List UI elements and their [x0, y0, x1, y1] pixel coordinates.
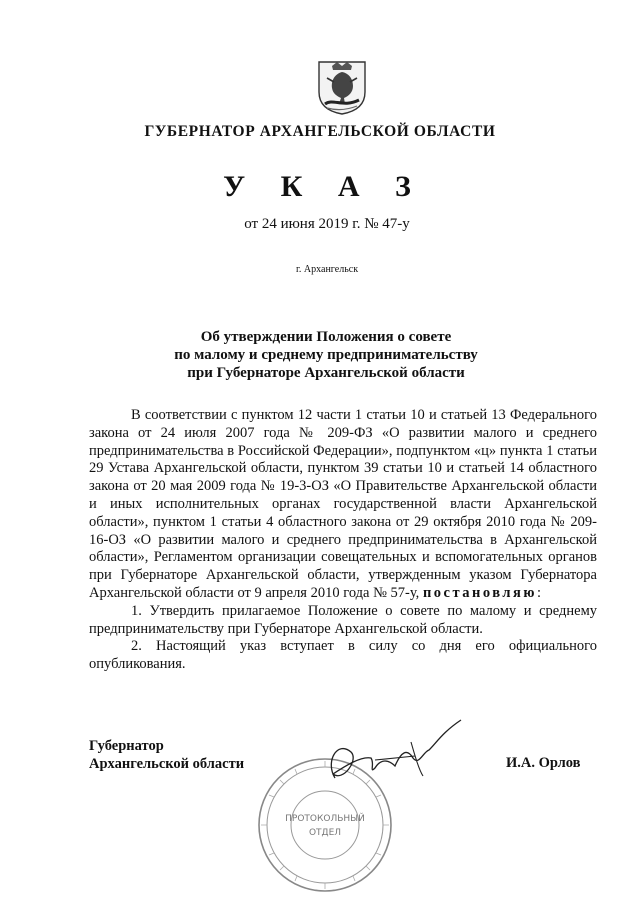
signatory-name: И.А. Орлов	[506, 755, 581, 771]
document-type: У К А З	[223, 170, 425, 203]
decree-item-1: 1. Утвердить прилагаемое Положение о совете по малому и среднему предпринимательству при Губернаторе Архангельской области.	[89, 602, 597, 637]
document-body	[89, 407, 597, 674]
document-city: г. Архангельск	[295, 264, 359, 275]
title-line-2: по малому и среднему предпринимательству	[174, 347, 478, 363]
title-line-1: Об утверждении Положения о совете	[200, 329, 452, 345]
signatory-position	[89, 737, 244, 773]
signatory-role-line-1: Губернатор	[89, 738, 164, 754]
stamp-text-line-2: ОТДЕЛ	[308, 828, 342, 838]
title-line-3: при Губернаторе Архангельской области	[187, 365, 465, 381]
preamble-paragraph	[89, 407, 597, 603]
handwritten-signature	[315, 712, 475, 792]
preamble-text: В соответствии с пунктом 12 части 1 статьи 10 и статьей 13 Федерального закона от 24 июля 2007 года № 209-ФЗ «О развитии малого и среднего предпринимательства в Российской Федерации», подпунктом «ц» пункта 1 статьи 29 Устава Архангельской области, пунктом 39 статьи 10 и статьей 14 областного закона от 20 мая 2009 года № 19-3-ОЗ «О Правительстве Архангельской области и иных исполнительных органах государственной власти Архангельской области», пунктом 1 статьи 4 областного закона от 29 октября 2010 года № 209-16-ОЗ «О развитии малого и среднего предпринимательства в Архангельской области», Регламентом организации совещательных и вспомогательных органов при Губернаторе Архангельской области, утвержденным указом Губернатора Архангельской области от 9 апреля 2010 года № 57-у,	[89, 407, 597, 601]
arkhangelsk-coat-of-arms-icon	[315, 58, 369, 116]
issuing-authority: ГУБЕРНАТОР АРХАНГЕЛЬСКОЙ ОБЛАСТИ	[144, 123, 496, 140]
decree-word: постановляю	[422, 584, 537, 601]
preamble-colon: :	[536, 584, 542, 601]
document-title	[0, 328, 640, 382]
signatory-role-line-2: Архангельской области	[89, 756, 245, 772]
document-date-number: от 24 июня 2019 г. № 47-у	[244, 216, 410, 232]
decree-item-2: 2. Настоящий указ вступает в силу со дня его официального опубликования.	[89, 638, 597, 673]
stamp-text-line-1: ПРОТОКОЛЬНЫЙ	[285, 814, 365, 824]
